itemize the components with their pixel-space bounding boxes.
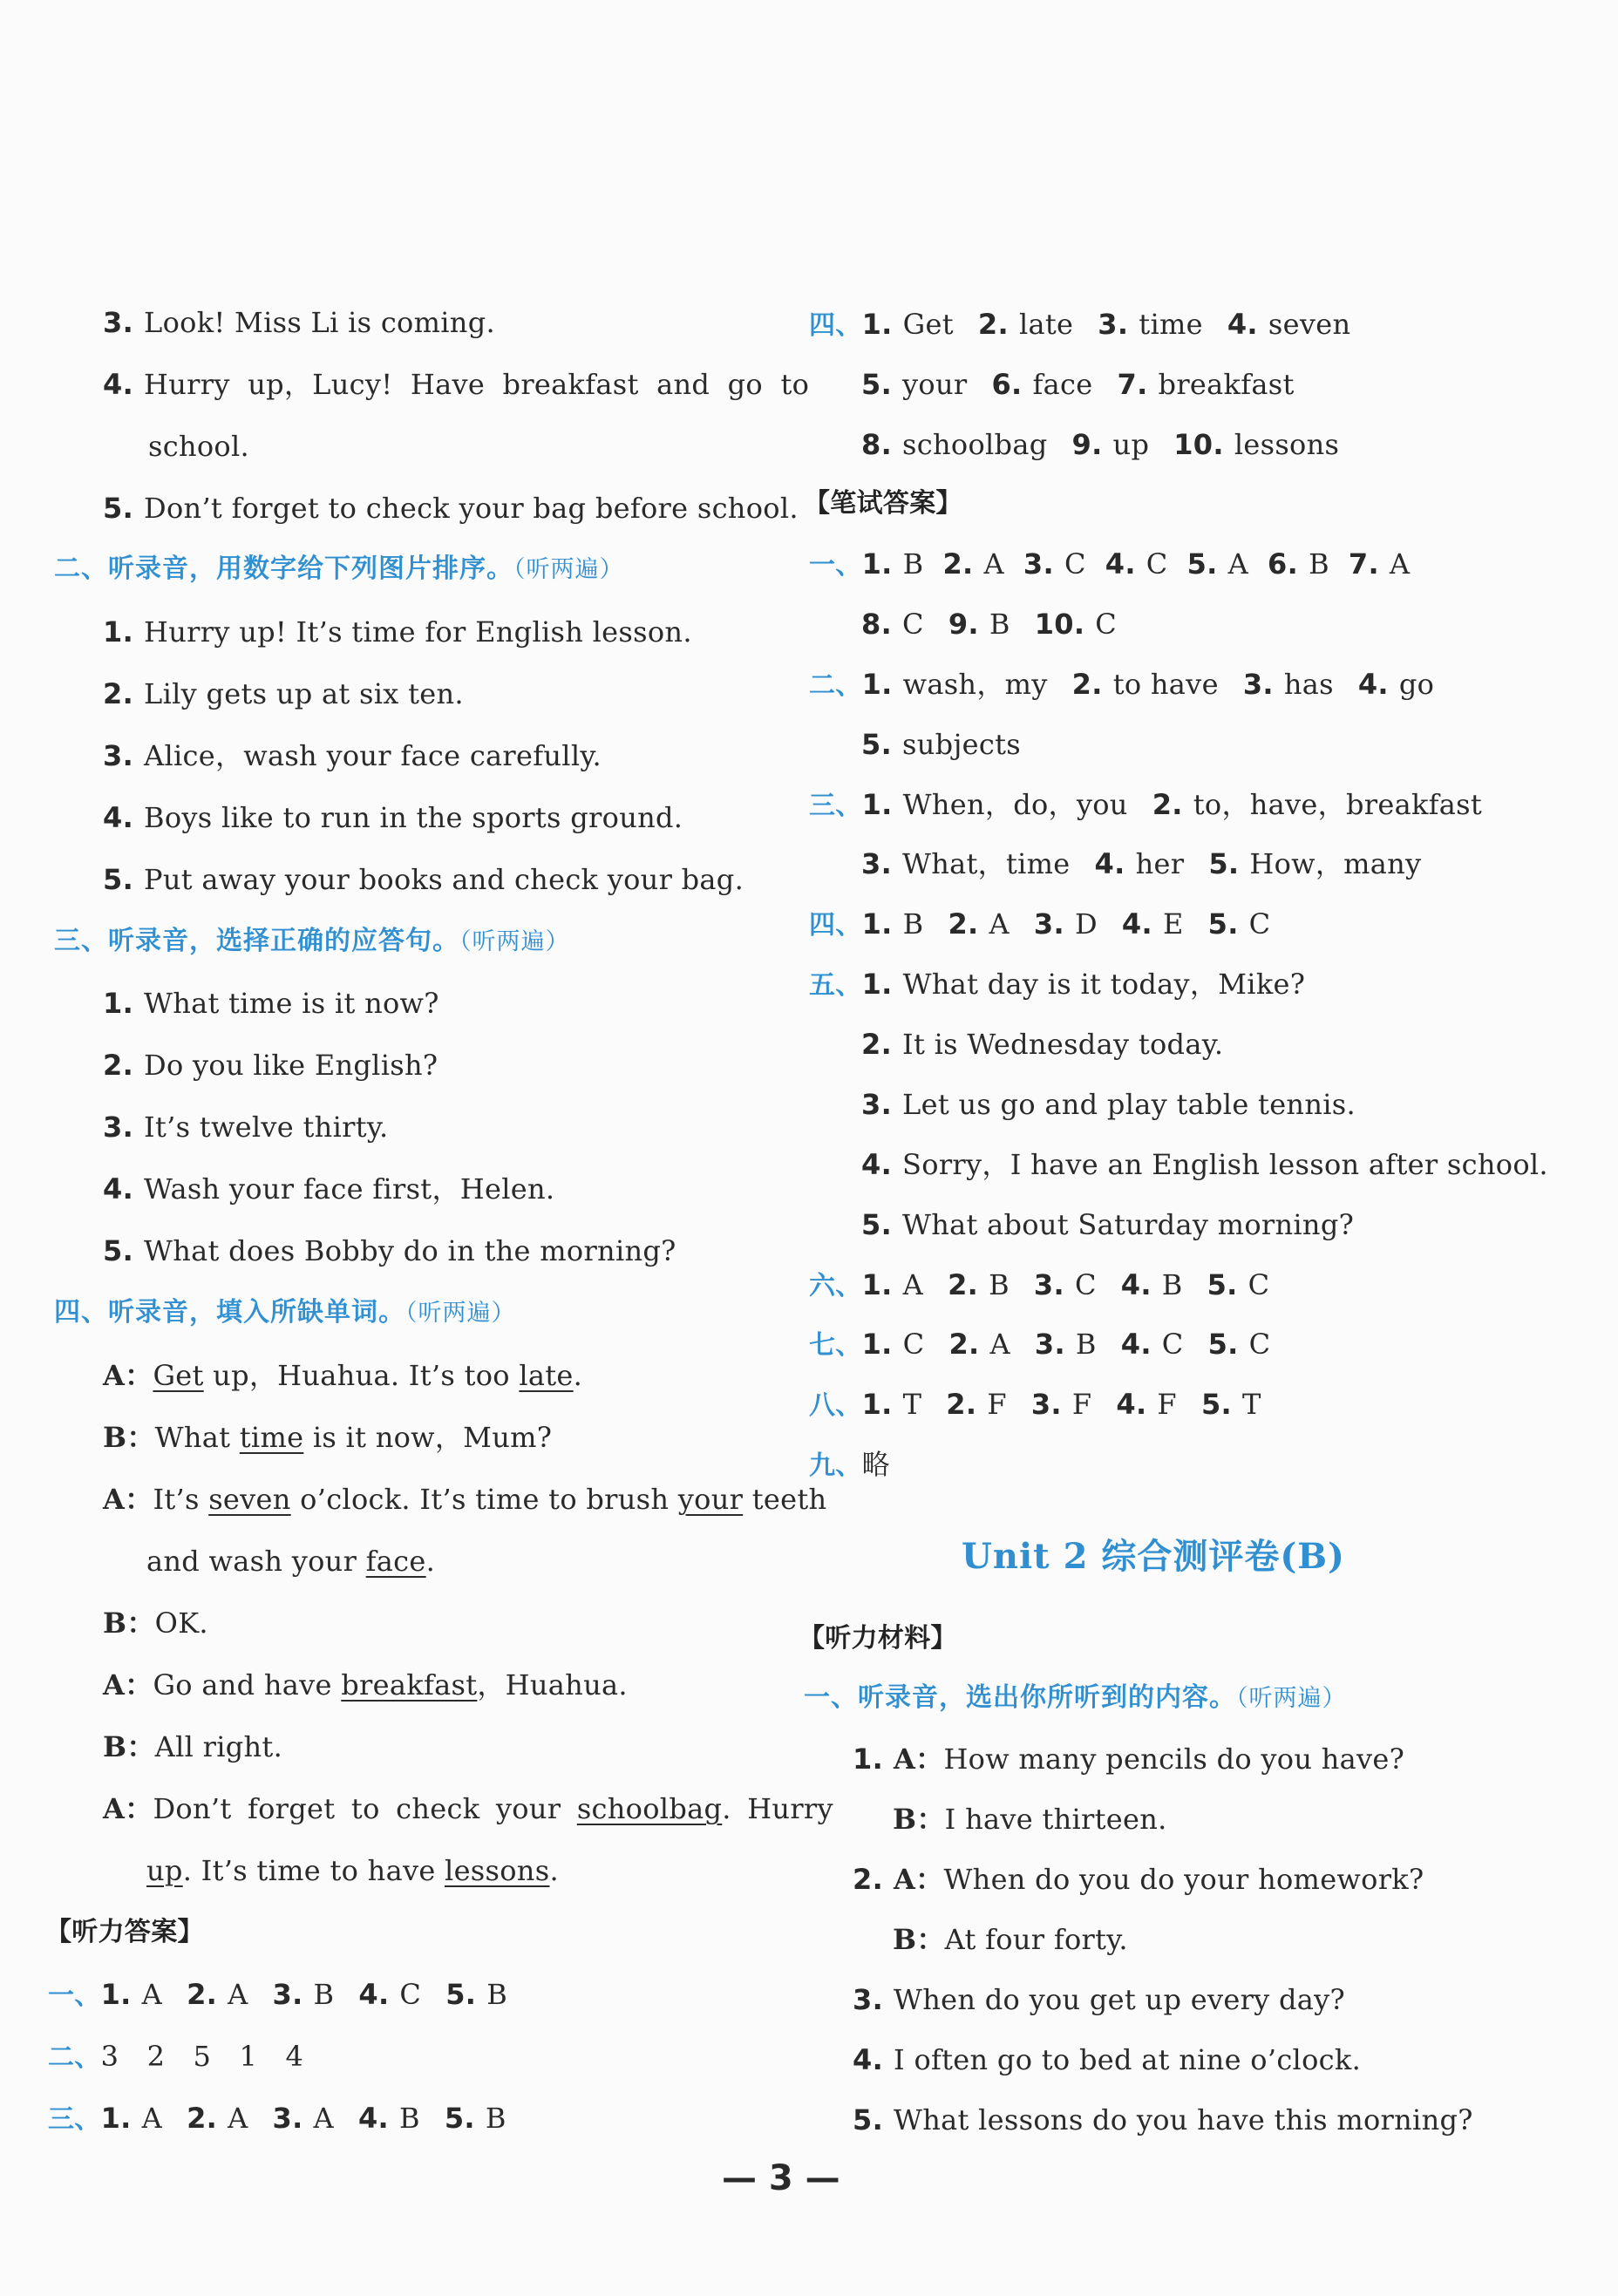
section-heading: 一、听录音，选出你所听到的内容。（听两遍） — [804, 1682, 1347, 1713]
dialogue-line: B：OK. — [103, 1607, 208, 1640]
list-item: 2. Do you like English? — [103, 1049, 438, 1082]
listening-line: 5. Don’t forget to check your bag before school. — [103, 492, 799, 525]
list-item: 3. When do you get up every day? — [853, 1983, 1346, 2016]
listening-line: 4. Hurry up，Lucy! Have breakfast and go to — [103, 368, 810, 401]
list-item: 5. Put away your books and check your bag. — [103, 863, 744, 896]
answer-row: 四、1. B 2. A 3. D 4. E 5. C — [809, 907, 1271, 941]
answer-row: 8. schoolbag 9. up 10. lessons — [861, 428, 1340, 461]
answer-row: 五、1. What day is it today，Mike? — [809, 968, 1306, 1001]
answer-row: 一、1. B 2. A 3. C 4. C 5. A 6. B 7. A — [809, 547, 1411, 581]
unit-title: Unit 2 综合测评卷(B) — [962, 1536, 1345, 1577]
section-heading: 二、听录音，用数字给下列图片排序。（听两遍） — [54, 554, 624, 584]
list-item: 4. I often go to bed at nine o’clock. — [853, 2043, 1362, 2076]
dialogue-line: B：What time is it now，Mum? — [103, 1421, 553, 1454]
written-answers-heading: 【笔试答案】 — [804, 488, 962, 519]
listening-answers-heading: 【听力答案】 — [45, 1917, 204, 1947]
dialogue-line-cont: and wash your face. — [146, 1545, 436, 1578]
dialogue-line: A：Get up，Huahua. It’s too late. — [103, 1359, 583, 1392]
answer-row: 三、1. When，do，you 2. to，have，breakfast — [809, 788, 1483, 821]
list-item: 5. What does Bobby do in the morning? — [103, 1234, 676, 1267]
answer-row: 8. C 9. B 10. C — [861, 608, 1118, 641]
dialogue-line: A：Don’t forget to check your schoolbag. Hurry — [103, 1792, 833, 1825]
list-item: 5. What lessons do you have this morning? — [853, 2103, 1473, 2136]
list-item: 1. What time is it now? — [103, 987, 439, 1020]
list-item: 4. Wash your face first，Helen. — [103, 1172, 555, 1206]
answer-row: 5. subjects — [861, 728, 1022, 761]
answer-row: 三、1. A 2. A 3. A 4. B 5. B — [48, 2102, 506, 2135]
dialogue-line: A：Go and have breakfast，Huahua. — [103, 1668, 628, 1702]
answer-row: 七、1. C 2. A 3. B 4. C 5. C — [809, 1328, 1271, 1361]
answer-row: 3. What，time 4. her 5. How，many — [861, 847, 1422, 880]
answer-row: 5. your 6. face 7. breakfast — [861, 368, 1295, 401]
listening-line: 3. Look! Miss Li is coming. — [103, 306, 495, 339]
list-item: 2. Lily gets up at six ten. — [103, 677, 464, 710]
listening-material-heading: 【听力材料】 — [799, 1623, 957, 1654]
section-heading: 四、听录音，填入所缺单词。（听两遍） — [54, 1297, 516, 1328]
answer-row: 二、3 2 5 1 4 — [48, 2040, 304, 2073]
list-item: 4. Boys like to run in the sports ground. — [103, 801, 683, 834]
list-item: 3. It’s twelve thirty. — [103, 1111, 389, 1144]
answer-line: 5. What about Saturday morning? — [861, 1208, 1355, 1241]
list-item: 1. Hurry up! It’s time for English lesson. — [103, 615, 692, 649]
dialogue-line: B：At four forty. — [893, 1923, 1128, 1956]
answer-row: 九、略 — [809, 1448, 890, 1481]
dialogue-line-cont: up. It’s time to have lessons. — [146, 1854, 559, 1887]
dialogue-line: A：It’s seven o’clock. It’s time to brush your teeth — [103, 1483, 827, 1516]
answer-row: 六、1. A 2. B 3. C 4. B 5. C — [809, 1268, 1270, 1301]
dialogue-line: B：I have thirteen. — [893, 1803, 1167, 1836]
answer-line: 2. It is Wednesday today. — [861, 1028, 1224, 1061]
dialogue-line: B：All right. — [103, 1730, 283, 1763]
answer-row: 四、1. Get 2. late 3. time 4. seven — [809, 308, 1351, 341]
page-number: — 3 — — [722, 2158, 840, 2198]
dialogue-line: 1. A：How many pencils do you have? — [853, 1742, 1405, 1776]
section-heading: 三、听录音，选择正确的应答句。（听两遍） — [54, 926, 570, 956]
answer-line: 4. Sorry，I have an English lesson after school. — [861, 1148, 1548, 1181]
list-item: 3. Alice，wash your face carefully. — [103, 739, 602, 772]
listening-line-cont: school. — [148, 430, 249, 463]
answer-row: 二、1. wash，my 2. to have 3. has 4. go — [809, 668, 1435, 701]
dialogue-line: 2. A：When do you do your homework? — [853, 1863, 1424, 1896]
answer-row: 八、1. T 2. F 3. F 4. F 5. T — [809, 1388, 1261, 1421]
answer-line: 3. Let us go and play table tennis. — [861, 1088, 1356, 1121]
answer-row: 一、1. A 2. A 3. B 4. C 5. B — [48, 1978, 508, 2011]
